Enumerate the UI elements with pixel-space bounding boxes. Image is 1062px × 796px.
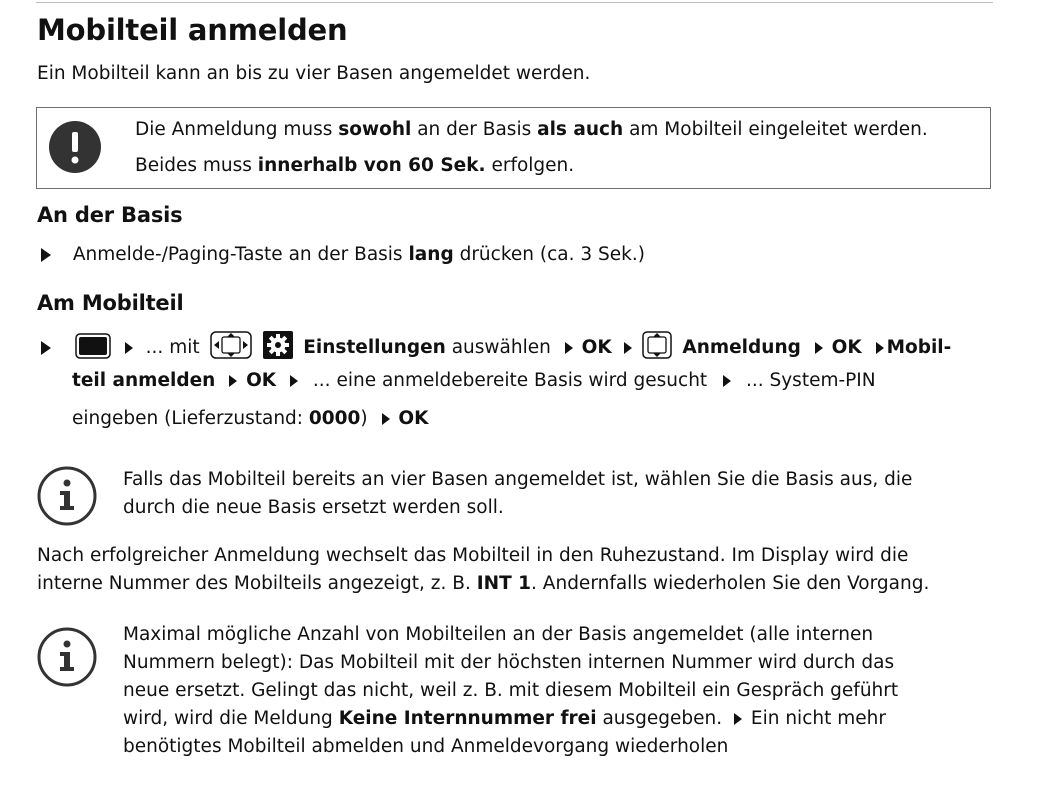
warning-line-1 — [135, 116, 928, 144]
text-ok: OK — [398, 408, 429, 429]
bold-segment: INT 1 — [476, 573, 532, 594]
base-step — [41, 241, 645, 269]
arrow-icon — [382, 413, 390, 425]
arrow-icon — [876, 342, 884, 354]
navigation-key-icon — [210, 331, 252, 359]
step-arrow-icon — [41, 248, 51, 262]
info1-line-2: durch die neue Basis ersetzt werden soll. — [123, 497, 504, 518]
warning-line-2 — [135, 152, 574, 180]
text-segment: erfolgen. — [485, 155, 575, 176]
gear-icon — [263, 331, 293, 359]
text-teil-anmelden: teil anmelden — [72, 370, 216, 391]
info2-line-5: benötigtes Mobilteil abmelden und Anmeldevorgang wiederholen — [123, 736, 729, 757]
text-anmeldung: Anmeldung — [682, 337, 801, 358]
bold-segment: sowohl — [338, 119, 412, 140]
up-down-key-icon — [642, 331, 672, 359]
base-step-text — [73, 244, 645, 265]
text-ok: OK — [246, 370, 277, 391]
result-line-2 — [37, 570, 929, 598]
text-segment: Anmelde-/Paging-Taste an der Basis — [72, 244, 409, 265]
text-auswaehlen: auswählen — [445, 337, 551, 358]
bold-segment: innerhalb von 60 Sek. — [257, 155, 486, 176]
text-segment: Beides muss — [135, 155, 258, 176]
text-segment: Die Anmeldung muss — [135, 119, 339, 140]
top-rule — [36, 2, 993, 3]
text-pin-value: 0000 — [308, 408, 361, 429]
text-ok: OK — [831, 337, 862, 358]
text-eingeben: eingeben (Lieferzustand: — [72, 408, 309, 429]
info1-line-1: Falls das Mobilteil bereits an vier Basen angemeldet ist, wählen Sie die Basis aus, die — [123, 469, 913, 490]
text-segment: . Andernfalls wiederholen Sie den Vorgang. — [531, 573, 930, 594]
info2-line-3: neue ersetzt. Gelingt das nicht, weil z. B. mit diesem Mobilteil ein Gespräch geführt — [123, 680, 899, 701]
text-segment: an der Basis — [411, 119, 538, 140]
arrow-icon — [723, 375, 731, 387]
info2-line-2: Nummern belegt): Das Mobilteil mit der höchsten internen Nummer wird durch das — [123, 652, 895, 673]
text-einstellungen: Einstellungen — [303, 337, 446, 358]
text-mit: ... mit — [145, 337, 200, 358]
text-system-pin: ... System-PIN — [745, 370, 876, 391]
text-meldung-post: ausgegeben. — [596, 708, 723, 729]
bold-segment: lang — [408, 244, 454, 265]
result-line-1: Nach erfolgreicher Anmeldung wechselt das Mobilteil in den Ruhezustand. Im Display wird die — [37, 545, 909, 566]
heading-handset: Am Mobilteil — [37, 291, 184, 315]
arrow-icon — [565, 342, 573, 354]
warning-box — [36, 107, 991, 189]
arrow-icon — [125, 342, 133, 354]
text-mobil: Mobil- — [886, 337, 952, 358]
display-key-icon — [75, 333, 111, 359]
intro-text: Ein Mobilteil kann an bis zu vier Basen angemeldet werden. — [37, 63, 591, 84]
arrow-icon — [624, 342, 632, 354]
arrow-icon — [229, 375, 237, 387]
handset-step-line-3 — [72, 405, 428, 433]
arrow-icon — [290, 375, 298, 387]
text-keine-internnummer: Keine Internnummer frei — [338, 708, 597, 729]
page-title: Mobilteil anmelden — [37, 13, 348, 47]
heading-base: An der Basis — [37, 203, 183, 227]
handset-step-line-2 — [72, 367, 876, 395]
bold-segment: als auch — [537, 119, 624, 140]
handset-step-line-1 — [41, 331, 951, 362]
arrow-icon — [734, 713, 742, 725]
info2-line-4 — [123, 705, 886, 733]
text-close-paren: ) — [360, 408, 368, 429]
text-search: ... eine anmeldebereite Basis wird gesucht — [312, 370, 708, 391]
step-arrow-icon — [41, 341, 51, 355]
text-ok: OK — [581, 337, 612, 358]
text-nicht-mehr: Ein nicht mehr — [745, 708, 886, 729]
text-segment: interne Nummer des Mobilteils angezeigt, z. B. — [37, 573, 477, 594]
text-segment: drücken (ca. 3 Sek.) — [453, 244, 645, 265]
info-icon — [37, 466, 97, 526]
text-segment: am Mobilteil eingeleitet werden. — [623, 119, 928, 140]
info2-line-1: Maximal mögliche Anzahl von Mobilteilen an der Basis angemeldet (alle internen — [123, 624, 874, 645]
exclamation-icon — [48, 120, 102, 174]
text-meldung-pre: wird, wird die Meldung — [123, 708, 339, 729]
arrow-icon — [815, 342, 823, 354]
info-icon — [37, 627, 97, 687]
